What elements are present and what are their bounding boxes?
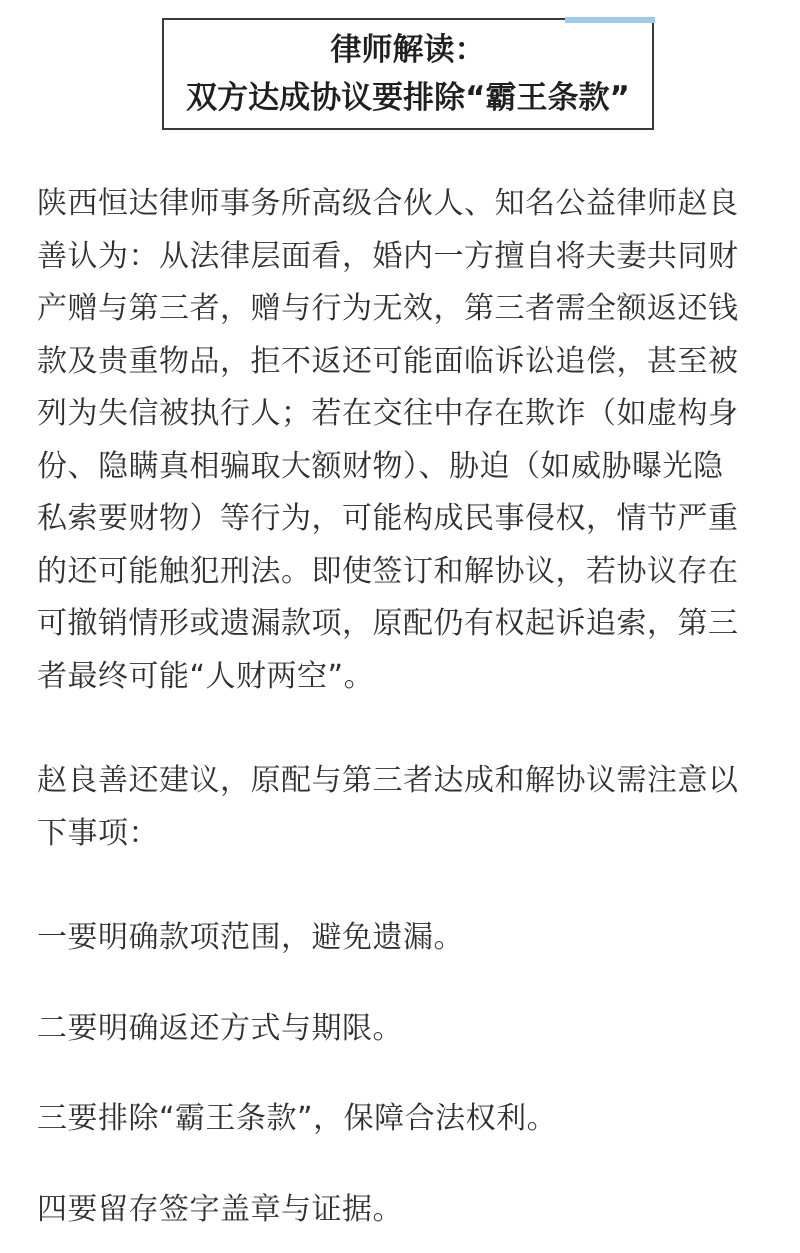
list-item-4: 四要留存签字盖章与证据。 [37,1191,403,1227]
article-body [37,178,765,1236]
heading-title-line-2: 双方达成协议要排除“霸王条款” [186,80,630,116]
article-heading-box [162,18,654,130]
heading-title-line-1: 律师解读： [330,32,486,68]
list-item-3: 三要排除“霸王条款”，保障合法权利。 [37,1101,558,1136]
body-paragraph-1: 陕西恒达律师事务所高级合伙人、知名公益律师赵良 善认为：从法律层面看，婚内一方擅自将夫妻共同财 产赠与第三者，赠与行为无效，第三者需全额返还钱 款及贵重物品，拒不返还可能面临诉讼追偿，甚至被 列为失信被执行人；若在交往中存在欺诈（如虚构身 份、隐瞒真相骗取大额财物）、胁迫（如威胁曝光隐 私索要财物）等行为，可能构成民事侵权，情节严重 的还可能触犯刑法。即使签订和解协议，若协议存在 可撤销情形或遗漏款项，原配仍有权起诉追索，第三 者最终可能“人财两空”。 [37,186,739,694]
body-paragraph-2: 赵良善还建议，原配与第三者达成和解协议需注意以 下事项： [37,763,739,851]
list-item-1: 一要明确款项范围，避免遗漏。 [37,920,464,955]
heading-accent-bar [565,17,655,23]
list-item-2: 二要明确返还方式与期限。 [37,1010,403,1046]
